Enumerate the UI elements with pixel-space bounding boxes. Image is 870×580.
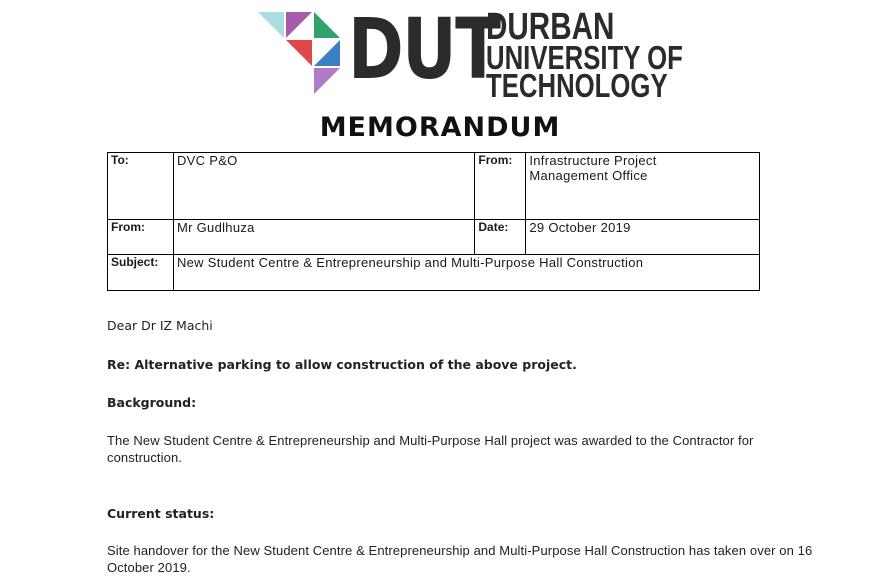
dut-logo xyxy=(258,0,683,104)
logo-word-technology: TECHNOLOGY xyxy=(486,67,668,104)
logo-word-university: UNIVERSITY OF xyxy=(486,39,683,76)
logo-wordmark xyxy=(486,6,683,104)
subject-value: New Student Centre & Entrepreneurship and Multi-Purpose Hall Construction xyxy=(173,255,759,291)
from-label: From: xyxy=(108,220,174,255)
logo-triangles-icon xyxy=(258,10,340,94)
current-status-paragraph: Site handover for the New Student Centre & Entrepreneurship and Multi-Purpose Hall Construction has taken over on 16 October 2019. xyxy=(107,543,813,575)
table-row xyxy=(108,255,760,291)
logo-word-durban: DURBAN xyxy=(486,6,615,48)
table-row xyxy=(108,153,760,220)
current-status-heading: Current status: xyxy=(107,506,215,521)
memo-header-table xyxy=(107,152,760,291)
to-value: DVC P&O xyxy=(173,153,474,220)
memo-title: MEMORANDUM xyxy=(319,112,561,143)
from-right-value-line1: Infrastructure Project xyxy=(529,153,657,168)
from-right-value xyxy=(526,153,760,220)
date-value: 29 October 2019 xyxy=(526,220,760,255)
from-right-label: From: xyxy=(475,153,526,220)
salutation: Dear Dr IZ Machi xyxy=(107,318,213,333)
background-heading: Background: xyxy=(107,395,197,410)
from-value: Mr Gudlhuza xyxy=(173,220,474,255)
subject-label: Subject: xyxy=(108,255,174,291)
date-label: Date: xyxy=(475,220,526,255)
re-line: Re: Alternative parking to allow construction of the above project. xyxy=(107,357,577,372)
table-row xyxy=(108,220,760,255)
logo-dut-text: DUT xyxy=(348,0,500,98)
background-paragraph: The New Student Centre & Entrepreneurship and Multi-Purpose Hall project was awarded to the Contractor for construction. xyxy=(107,433,754,465)
to-label: To: xyxy=(108,153,174,220)
from-right-value-line2: Management Office xyxy=(529,168,648,183)
